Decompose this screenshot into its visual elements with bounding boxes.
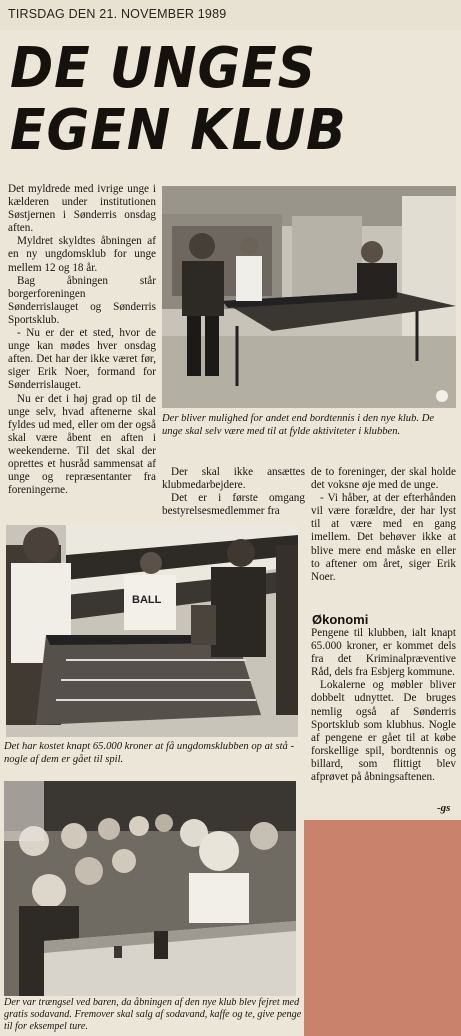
- foosball-illustration: [6, 525, 298, 737]
- paragraph: Det er i første omgang bestyrelsesmedlemmer fra: [162, 492, 305, 518]
- paragraph: de to foreninger, der skal holde det voksne øje med de unge.: [311, 466, 456, 492]
- headline: [10, 38, 424, 162]
- paragraph: Pengene til klubben, ialt knapt 65.000 kroner, er kommet dels fra det Kriminalpræventive Råd, dels fra Esbjerg kommune.: [311, 627, 456, 679]
- photo-bar-crowd: [4, 781, 296, 996]
- paragraph: Der skal ikke ansættes klubmedarbejdere.: [162, 466, 305, 492]
- paragraph: Nu er det i høj grad op til de unge selv, hvad aftenerne skal fyldes ud med, eller om der også skal være åbent en aften i weekenderne. Til det skal der oprettes et husråd sammensat af unge og repræsentanter fra foreningerne.: [8, 392, 156, 497]
- photo-table-tennis-caption: Der bliver mulighed for andet end bordtennis i den nye klub. De unge skal selv være med til at fylde aktiviteter i klubben.: [162, 413, 435, 437]
- economy-column: [311, 627, 456, 784]
- shirt-print: BALL: [132, 594, 162, 606]
- right-column: [311, 466, 456, 584]
- paragraph: - Nu er der et sted, hvor de unge kan mødes hver onsdag aften. Det har der ikke været før, siger Erik Noer, formand for Sønderrislauget.: [8, 327, 156, 392]
- photo-foosball: [6, 525, 298, 737]
- table-tennis-illustration: [162, 186, 456, 408]
- left-column: [8, 183, 156, 497]
- paragraph: Lokalerne og møbler bliver dobbelt udnyttet. De bruges nemlig også af Sønderris Sportsklub som klubhus. Nogle af pengene er gået til at købe forskellige spil, bordtennis og billard, som flittigt blev afprøvet på åbningsaftenen.: [311, 679, 456, 784]
- dateline: TIRSDAG DEN 21. NOVEMBER 1989: [8, 7, 227, 21]
- subheading-economy: Økonomi: [312, 612, 369, 627]
- headline-line-1: DE UNGES: [10, 36, 317, 101]
- paragraph: - Vi håber, at der efterhånden vil være forældre, der har lyst til at være med en gang imellem. Det behøver ikke at blive mere end måske en eller to aftener om året, siger Erik Noer.: [311, 492, 456, 583]
- paragraph: Det myldrede med ivrige unge i kælderen under institutionen Søstjernen i Sønderris onsdag aften.: [8, 183, 156, 235]
- photo-bar-crowd-caption: Der var trængsel ved baren, da åbningen af den nye klub blev fejret med gratis sodavand. Fremover skal salg af sodavand, kaffe og te, give penge til for eksempel ture.: [4, 997, 302, 1032]
- paragraph: Myldret skyldtes åbningen af en ny ungdomsklub for unge mellem 12 og 18 år.: [8, 235, 156, 274]
- photo-foosball-caption: Det har kostet knapt 65.000 kroner at få ungdomsklubben op at stå - nogle af dem er gået til spil.: [4, 741, 295, 765]
- photo-table-tennis: [162, 186, 456, 408]
- bar-crowd-illustration: [4, 781, 296, 996]
- middle-column: [162, 466, 305, 518]
- byline-signature: -gs: [437, 802, 451, 814]
- headline-line-2: EGEN KLUB: [10, 98, 347, 163]
- paragraph: Bag åbningen står borgerforeningen Sønderrislauget og Sønderris Sportsklub.: [8, 274, 156, 326]
- clipping-top-strip: [0, 0, 461, 30]
